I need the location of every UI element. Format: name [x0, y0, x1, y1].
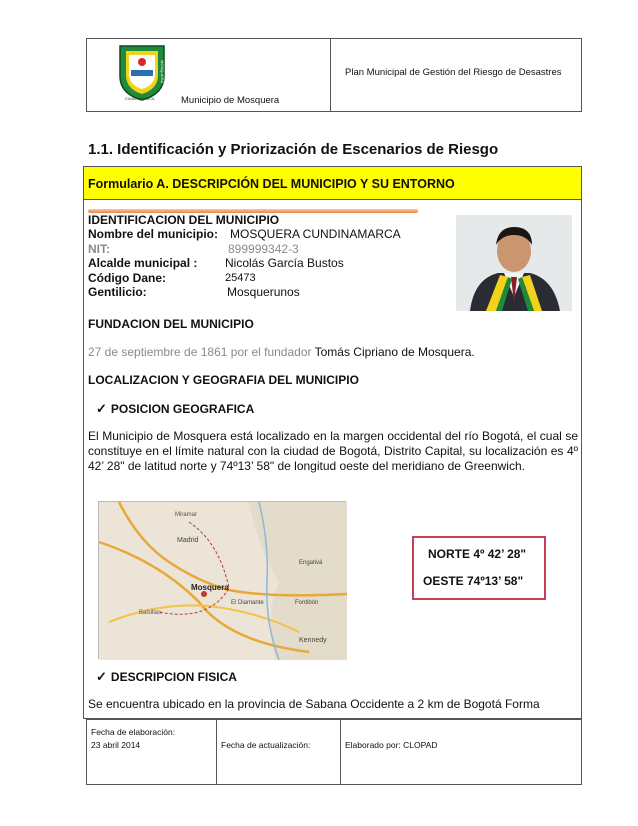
map-label-mosquera: Mosquera	[191, 583, 229, 592]
coordinate-west: OESTE 74º13’ 58"	[423, 574, 524, 588]
svg-text:MUNICIPIO: MUNICIPIO	[114, 52, 119, 74]
mayor-photo	[456, 215, 572, 311]
document-footer	[86, 719, 582, 785]
founder-name: Tomás Cipriano de Mosquera.	[314, 345, 475, 359]
header-right-cell	[331, 39, 581, 111]
section-title: 1.1. Identificación y Priorización de Escenarios de Riesgo	[88, 141, 499, 158]
foundation-text: 27 de septiembre de 1861 por el fundador	[88, 345, 315, 359]
map-label-kennedy: Kennedy	[299, 637, 327, 644]
map-label-madrid: Madrid	[177, 537, 199, 544]
physical-description-heading: DESCRIPCION FISICA	[110, 670, 237, 684]
updated-label: Fecha de actualización:	[221, 740, 311, 750]
field-value-name: MOSQUERA CUNDINAMARCA	[230, 227, 401, 241]
foundation-line	[88, 345, 475, 359]
location-map	[98, 501, 346, 659]
field-value-dane: 25473	[225, 272, 256, 284]
physical-description-text: Se encuentra ubicado en la provincia de Sabana Occidente a 2 km de Bogotá Forma	[88, 697, 540, 711]
plan-title: Plan Municipal de Gestión del Riesgo de Desastres	[345, 67, 562, 78]
coordinate-north: NORTE 4º 42’ 28"	[428, 547, 527, 561]
created-date: 23 abril 2014	[91, 740, 141, 750]
map-label-balsillas: Balsillas	[139, 610, 162, 616]
field-label-mayor: Alcalde municipal :	[88, 256, 198, 270]
municipal-shield-logo	[114, 42, 167, 102]
form-a-box	[83, 166, 582, 719]
identification-heading: IDENTIFICACION DEL MUNICIPIO	[88, 213, 280, 227]
coordinates-box	[412, 536, 546, 600]
field-label-nit: NIT:	[88, 242, 110, 256]
form-title: Formulario A. DESCRIPCIÓN DEL MUNICIPIO Y SU ENTORNO	[84, 167, 581, 200]
field-value-nit: 899999342-3	[228, 242, 299, 256]
physical-description-item	[96, 669, 237, 685]
footer-author-cell	[341, 720, 581, 784]
map-label-fontibon: Fontibón	[295, 600, 319, 606]
checkmark-icon: ✓	[96, 401, 107, 416]
location-heading: LOCALIZACION Y GEOGRAFIA DEL MUNICIPIO	[88, 373, 359, 387]
field-value-demonym: Mosquerunos	[227, 285, 300, 299]
document-header	[86, 38, 582, 112]
field-value-mayor: Nicolás García Bustos	[225, 256, 344, 270]
map-label-miramar: Miramar	[175, 512, 197, 518]
geo-position-heading: POSICION GEOGRAFICA	[110, 402, 255, 416]
checkmark-icon: ✓	[96, 669, 107, 684]
map-label-el-diamante: El Diamante	[231, 600, 264, 606]
field-label-dane: Código Dane:	[88, 271, 166, 285]
footer-created-cell	[87, 720, 217, 784]
field-label-name: Nombre del municipio:	[88, 227, 219, 241]
svg-text:MOSQUERA: MOSQUERA	[160, 60, 165, 84]
footer-updated-cell	[217, 720, 341, 784]
geo-paragraph: El Municipio de Mosquera está localizado en la margen occidental del río Bogotá, el cual se constituye en el límite natural con la ciudad de Bogotá, Distrito Capital, su localización es 4º 42’ 28" de latitud norte y 74º13’ 58" de longitud oeste del meridiano de Greenwich.	[88, 429, 578, 473]
svg-text:CUNDINAMARCA: CUNDINAMARCA	[125, 97, 155, 101]
header-left-cell	[87, 39, 331, 111]
geo-position-item	[96, 401, 254, 417]
foundation-heading: FUNDACION DEL MUNICIPIO	[88, 317, 254, 331]
map-label-engativa: Engativá	[299, 560, 323, 566]
author-label: Elaborado por: CLOPAD	[345, 740, 438, 750]
field-label-demonym: Gentilicio:	[88, 285, 147, 299]
created-label: Fecha de elaboración:	[91, 727, 176, 737]
municipality-name: Municipio de Mosquera	[181, 95, 280, 106]
